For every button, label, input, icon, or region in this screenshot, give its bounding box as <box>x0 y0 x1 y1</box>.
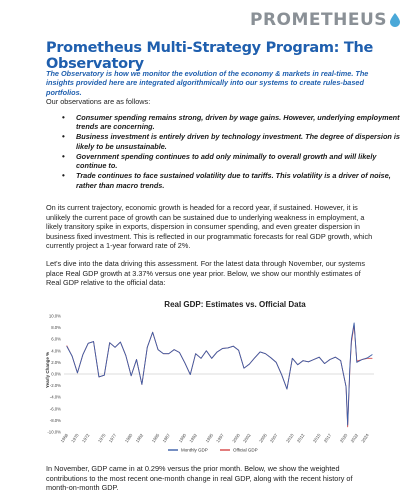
x-tick-label: 2015 <box>311 432 322 444</box>
observations-lead: Our observations are as follows: <box>46 97 151 106</box>
water-drop-icon <box>390 13 400 27</box>
y-tick-label: 6.0% <box>51 336 61 342</box>
x-tick-label: 2005 <box>258 432 268 444</box>
y-tick-label: -8.0% <box>49 417 61 423</box>
gdp-line-chart <box>40 308 380 458</box>
x-tick-label: 1975 <box>97 432 107 444</box>
plot-area <box>67 323 373 427</box>
legend-label-monthly: Monthly GDP <box>181 447 208 453</box>
x-tick-label: 1992 <box>188 432 198 444</box>
x-tick-label: 2002 <box>242 432 252 444</box>
y-tick-label: 8.0% <box>51 325 61 331</box>
x-tick-label: 1990 <box>177 432 188 444</box>
y-tick-label: 10.0% <box>48 313 61 319</box>
x-tick-label: 2012 <box>295 432 306 444</box>
x-tick-label: 1972 <box>80 432 91 444</box>
y-axis-label: Yearly Change % <box>45 351 50 389</box>
legend-label-official: Official GDP <box>233 447 258 453</box>
chart-title: Real GDP: Estimates vs. Official Data <box>164 300 306 309</box>
y-tick-label: -10.0% <box>47 429 61 435</box>
x-tick-label: 1968 <box>59 432 70 444</box>
y-tick-label: -6.0% <box>49 406 61 412</box>
y-tick-label: 0.0% <box>51 371 61 377</box>
x-tick-label: 1980 <box>123 432 134 444</box>
x-tick-label: 2017 <box>322 432 333 444</box>
x-tick-label: 2007 <box>268 432 279 444</box>
y-tick-label: 4.0% <box>51 348 61 354</box>
x-tick-label: 1995 <box>204 432 215 444</box>
x-tick-label: 1997 <box>215 432 225 444</box>
page-title: Prometheus Multi-Strategy Program: The Observatory <box>46 40 374 72</box>
y-tick-label: -4.0% <box>49 394 61 400</box>
observation-item: • Business investment is entirely driven by technology investment. The degree of dispersion is likely to be unsustainable. <box>76 132 406 151</box>
x-tick-label: 2010 <box>285 432 295 444</box>
x-tick-label: 1985 <box>150 432 161 444</box>
intro-text: The Observatory is how we monitor the evolution of the economy & markets in real-time. The insights provided here are integrated algorithmically into our systems to create rules-based portfolios. <box>46 69 369 97</box>
x-tick-label: 2000 <box>231 432 241 444</box>
x-tick-label: 2024 <box>360 432 370 444</box>
observation-item: • Government spending continues to add only minimally to overall growth and will likely continue to. <box>76 152 406 171</box>
logo-text: PROMETHEUS <box>249 10 387 30</box>
y-axis <box>47 314 374 435</box>
body-paragraph: In November, GDP came in at 0.29% versus the prior month. Below, we show the weighted contributions to the most recent one-month change in real GDP, along with the recent history of month-on-month GDP. <box>46 464 353 492</box>
observation-item: • Trade continues to face sustained volatility due to tariffs. This volatility is a driver of noise, rather than macro trends. <box>76 171 406 190</box>
observations-list <box>46 113 406 191</box>
x-tick-label: 1977 <box>107 432 118 444</box>
x-tick-label: 1982 <box>134 432 145 444</box>
company-logo <box>250 10 400 30</box>
observation-item: • Consumer spending remains strong, driven by wage gains. However, underlying employment trends are concerning. <box>76 113 406 132</box>
body-paragraph: Let's dive into the data driving this assessment. For the latest data through November, our systems place Real GDP growth at 3.37% versus one year prior. Below, we show our monthly estimates of Real GDP relative to the official data: <box>46 259 365 287</box>
x-tick-label: 1987 <box>161 432 172 444</box>
x-tick-label: 2020 <box>338 432 349 444</box>
y-tick-label: -2.0% <box>49 383 61 389</box>
x-tick-label: 1970 <box>70 432 80 444</box>
x-tick-label: 2022 <box>349 432 360 444</box>
legend <box>168 448 258 453</box>
series-line-official-gdp <box>67 325 373 427</box>
body-paragraph: On its current trajectory, economic growth is headed for a record year, if sustained. However, it is unlikely the current pace of growth can be sustained due to underlying weakness in employment, a likely transitory spike in exports, dispersion in consumer spending, and even greater dispersion in business fixed investment. This is reflected in our programmatic forecasts for real GDP growth, which currently project a 1-year forward rate of 2%. <box>46 203 373 250</box>
y-tick-label: 2.0% <box>51 359 61 365</box>
x-axis <box>59 432 370 443</box>
